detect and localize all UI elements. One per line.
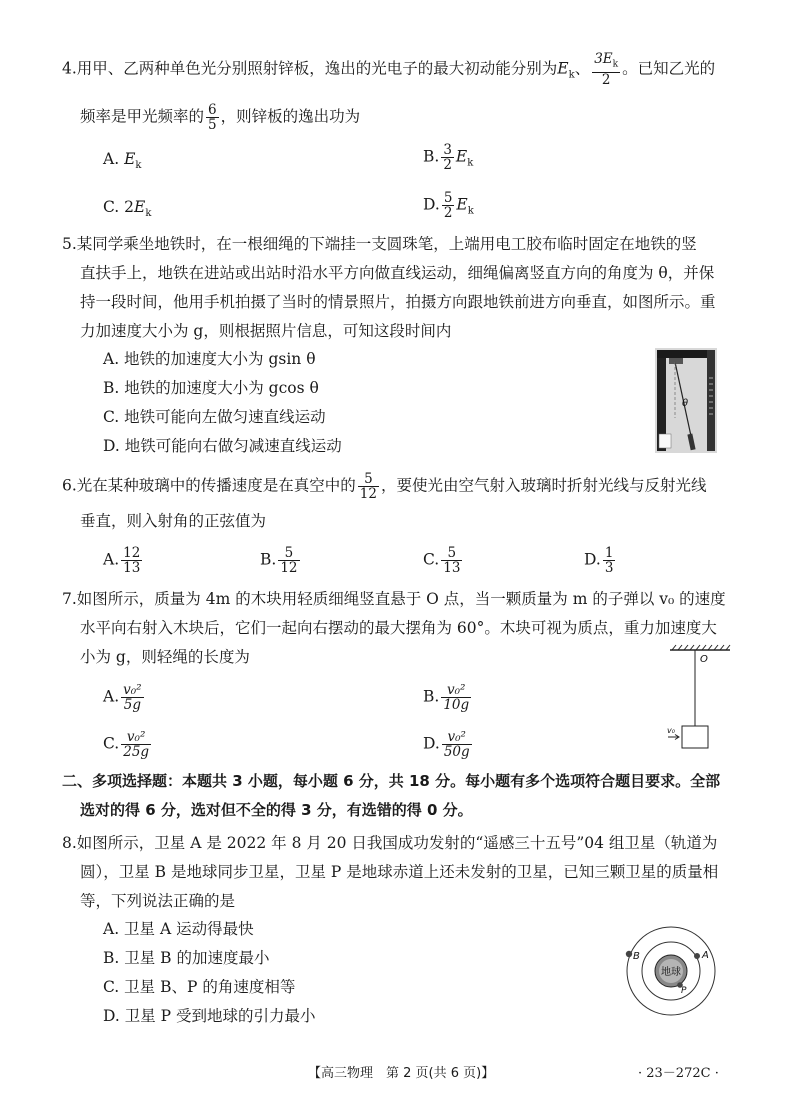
q7-line3: 小为 g，则轻绳的长度为 xyxy=(80,648,250,666)
q4-option-b[interactable]: B. $\frac{3}{2}$ $E_k$ xyxy=(423,142,474,173)
right-handrail xyxy=(707,350,715,451)
section2-title-line2: 选对的得 6 分，选对但不全的得 3 分，有选错的得 0 分。 xyxy=(80,801,473,819)
satellite-a xyxy=(694,953,700,959)
q6-frac-5-12: $\frac{5}{12}$ xyxy=(359,471,377,502)
phone-screen xyxy=(659,434,671,448)
q4-option-a[interactable]: A. $E_k$ xyxy=(103,150,142,172)
q6-line2: 垂直，则入射角的正弦值为 xyxy=(80,512,267,530)
top-bar xyxy=(657,350,715,358)
q8-option-d[interactable]: D. 卫星 P 受到地球的引力最小 xyxy=(103,1007,316,1025)
q7-option-b[interactable]: B. $\frac{\text{v₀²}}{10g}$ xyxy=(423,682,470,713)
tape xyxy=(669,358,683,364)
q4-option-c[interactable]: C. $2E_k$ xyxy=(103,198,152,220)
q4-line1: 4.用甲、乙两种单色光分别照射锌板，逸出的光电子的最大初动能分别为$E_k$、 $\frac{3E_k}{2}$ 。已知乙光的 xyxy=(62,51,716,88)
q8-orbit-figure xyxy=(622,922,720,1020)
v0-label: v₀ xyxy=(667,726,675,735)
q4-line2: 频率是甲光频率的 $\frac{6}{5}$ ，则锌板的逸出功为 xyxy=(80,102,361,133)
q4-frac-3ek2: $\frac{3E_k}{2}$ xyxy=(594,51,619,88)
q8-option-a[interactable]: A. 卫星 A 运动得最快 xyxy=(103,920,254,938)
q5-option-a[interactable]: A. 地铁的加速度大小为 gsin θ xyxy=(103,350,316,368)
q8-line1: 8.如图所示，卫星 A 是 2022 年 8 月 20 日我国成功发射的“遥感三十五号”04 组卫星（轨道为 xyxy=(62,834,718,852)
q4-option-d[interactable]: D. $\frac{5}{2}$ $E_k$ xyxy=(423,190,474,221)
q7-pendulum-figure xyxy=(668,644,748,754)
label-a: A xyxy=(702,950,709,961)
q5-option-d[interactable]: D. 地铁可能向右做匀减速直线运动 xyxy=(103,437,342,455)
q5-option-b[interactable]: B. 地铁的加速度大小为 gcos θ xyxy=(103,379,319,397)
theta-label: θ xyxy=(682,398,689,409)
q5-line4: 力加速度大小为 g，则根据照片信息，可知这段时间内 xyxy=(80,322,452,340)
page-code: · 23－272C · xyxy=(638,1066,719,1081)
q7-option-d[interactable]: D. $\frac{\text{v₀²}}{50g}$ xyxy=(423,729,470,760)
q6-option-c[interactable]: C. $\frac{5}{13}$ xyxy=(423,545,461,576)
label-b: B xyxy=(633,951,640,962)
earth-label: 地球 xyxy=(661,967,681,978)
q7-line1: 7.如图所示，质量为 4m 的木块用轻质细绳竖直悬于 O 点，当一颗质量为 m 的子弹以 v₀ 的速度 xyxy=(62,590,726,608)
page-footer: 【高三物理 第 2 页(共 6 页)】 xyxy=(308,1066,495,1081)
q5-photo-figure xyxy=(655,348,717,453)
q6-option-b[interactable]: B. $\frac{5}{12}$ xyxy=(260,545,298,576)
q6-option-d[interactable]: D. $\frac{1}{3}$ xyxy=(584,545,614,576)
q6-line1: 6.光在某种玻璃中的传播速度是在真空中的 $\frac{5}{12}$ ，要使光由空气射入玻璃时折射光线与反射光线 xyxy=(62,471,707,502)
wood-block xyxy=(682,726,708,748)
q4-frac-6-5: $\frac{6}{5}$ xyxy=(208,102,217,133)
q5-line1: 5.某同学乘坐地铁时，在一根细绳的下端挂一支圆珠笔，上端用电工胶布临时固定在地铁的竖 xyxy=(62,235,697,253)
q7-option-a[interactable]: A. $\frac{\text{v₀²}}{5g}$ xyxy=(103,682,142,713)
q7-option-c[interactable]: C. $\frac{\text{v₀²}}{25g}$ xyxy=(103,729,150,760)
q8-line3: 等，下列说法正确的是 xyxy=(80,892,236,910)
point-o-label: O xyxy=(700,654,708,665)
section2-title-line1: 二、多项选择题：本题共 3 小题，每小题 6 分，共 18 分。每小题有多个选项符合题目要求。全部 xyxy=(62,772,721,790)
q5-line2: 直扶手上，地铁在进站或出站时沿水平方向做直线运动，细绳偏离竖直方向的角度为 θ，并保 xyxy=(80,264,715,282)
q5-line3: 持一段时间，他用手机拍摄了当时的情景照片，拍摄方向跟地铁前进方向垂直，如图所示。重 xyxy=(80,293,716,311)
q6-option-a[interactable]: A. $\frac{12}{13}$ xyxy=(103,545,141,576)
q5-option-c[interactable]: C. 地铁可能向左做匀速直线运动 xyxy=(103,408,326,426)
label-p: P xyxy=(681,986,687,996)
q8-line2: 圆），卫星 B 是地球同步卫星，卫星 P 是地球赤道上还未发射的卫星，已知三颗卫星的质量相 xyxy=(80,863,719,881)
satellite-b xyxy=(626,951,632,957)
q8-option-c[interactable]: C. 卫星 B、P 的角速度相等 xyxy=(103,978,296,996)
q7-line2: 水平向右射入木块后，它们一起向右摆动的最大摆角为 60°。木块可视为质点，重力加速度大 xyxy=(80,619,717,637)
q8-option-b[interactable]: B. 卫星 B 的加速度最小 xyxy=(103,949,270,967)
ceiling-hatch xyxy=(672,645,730,650)
